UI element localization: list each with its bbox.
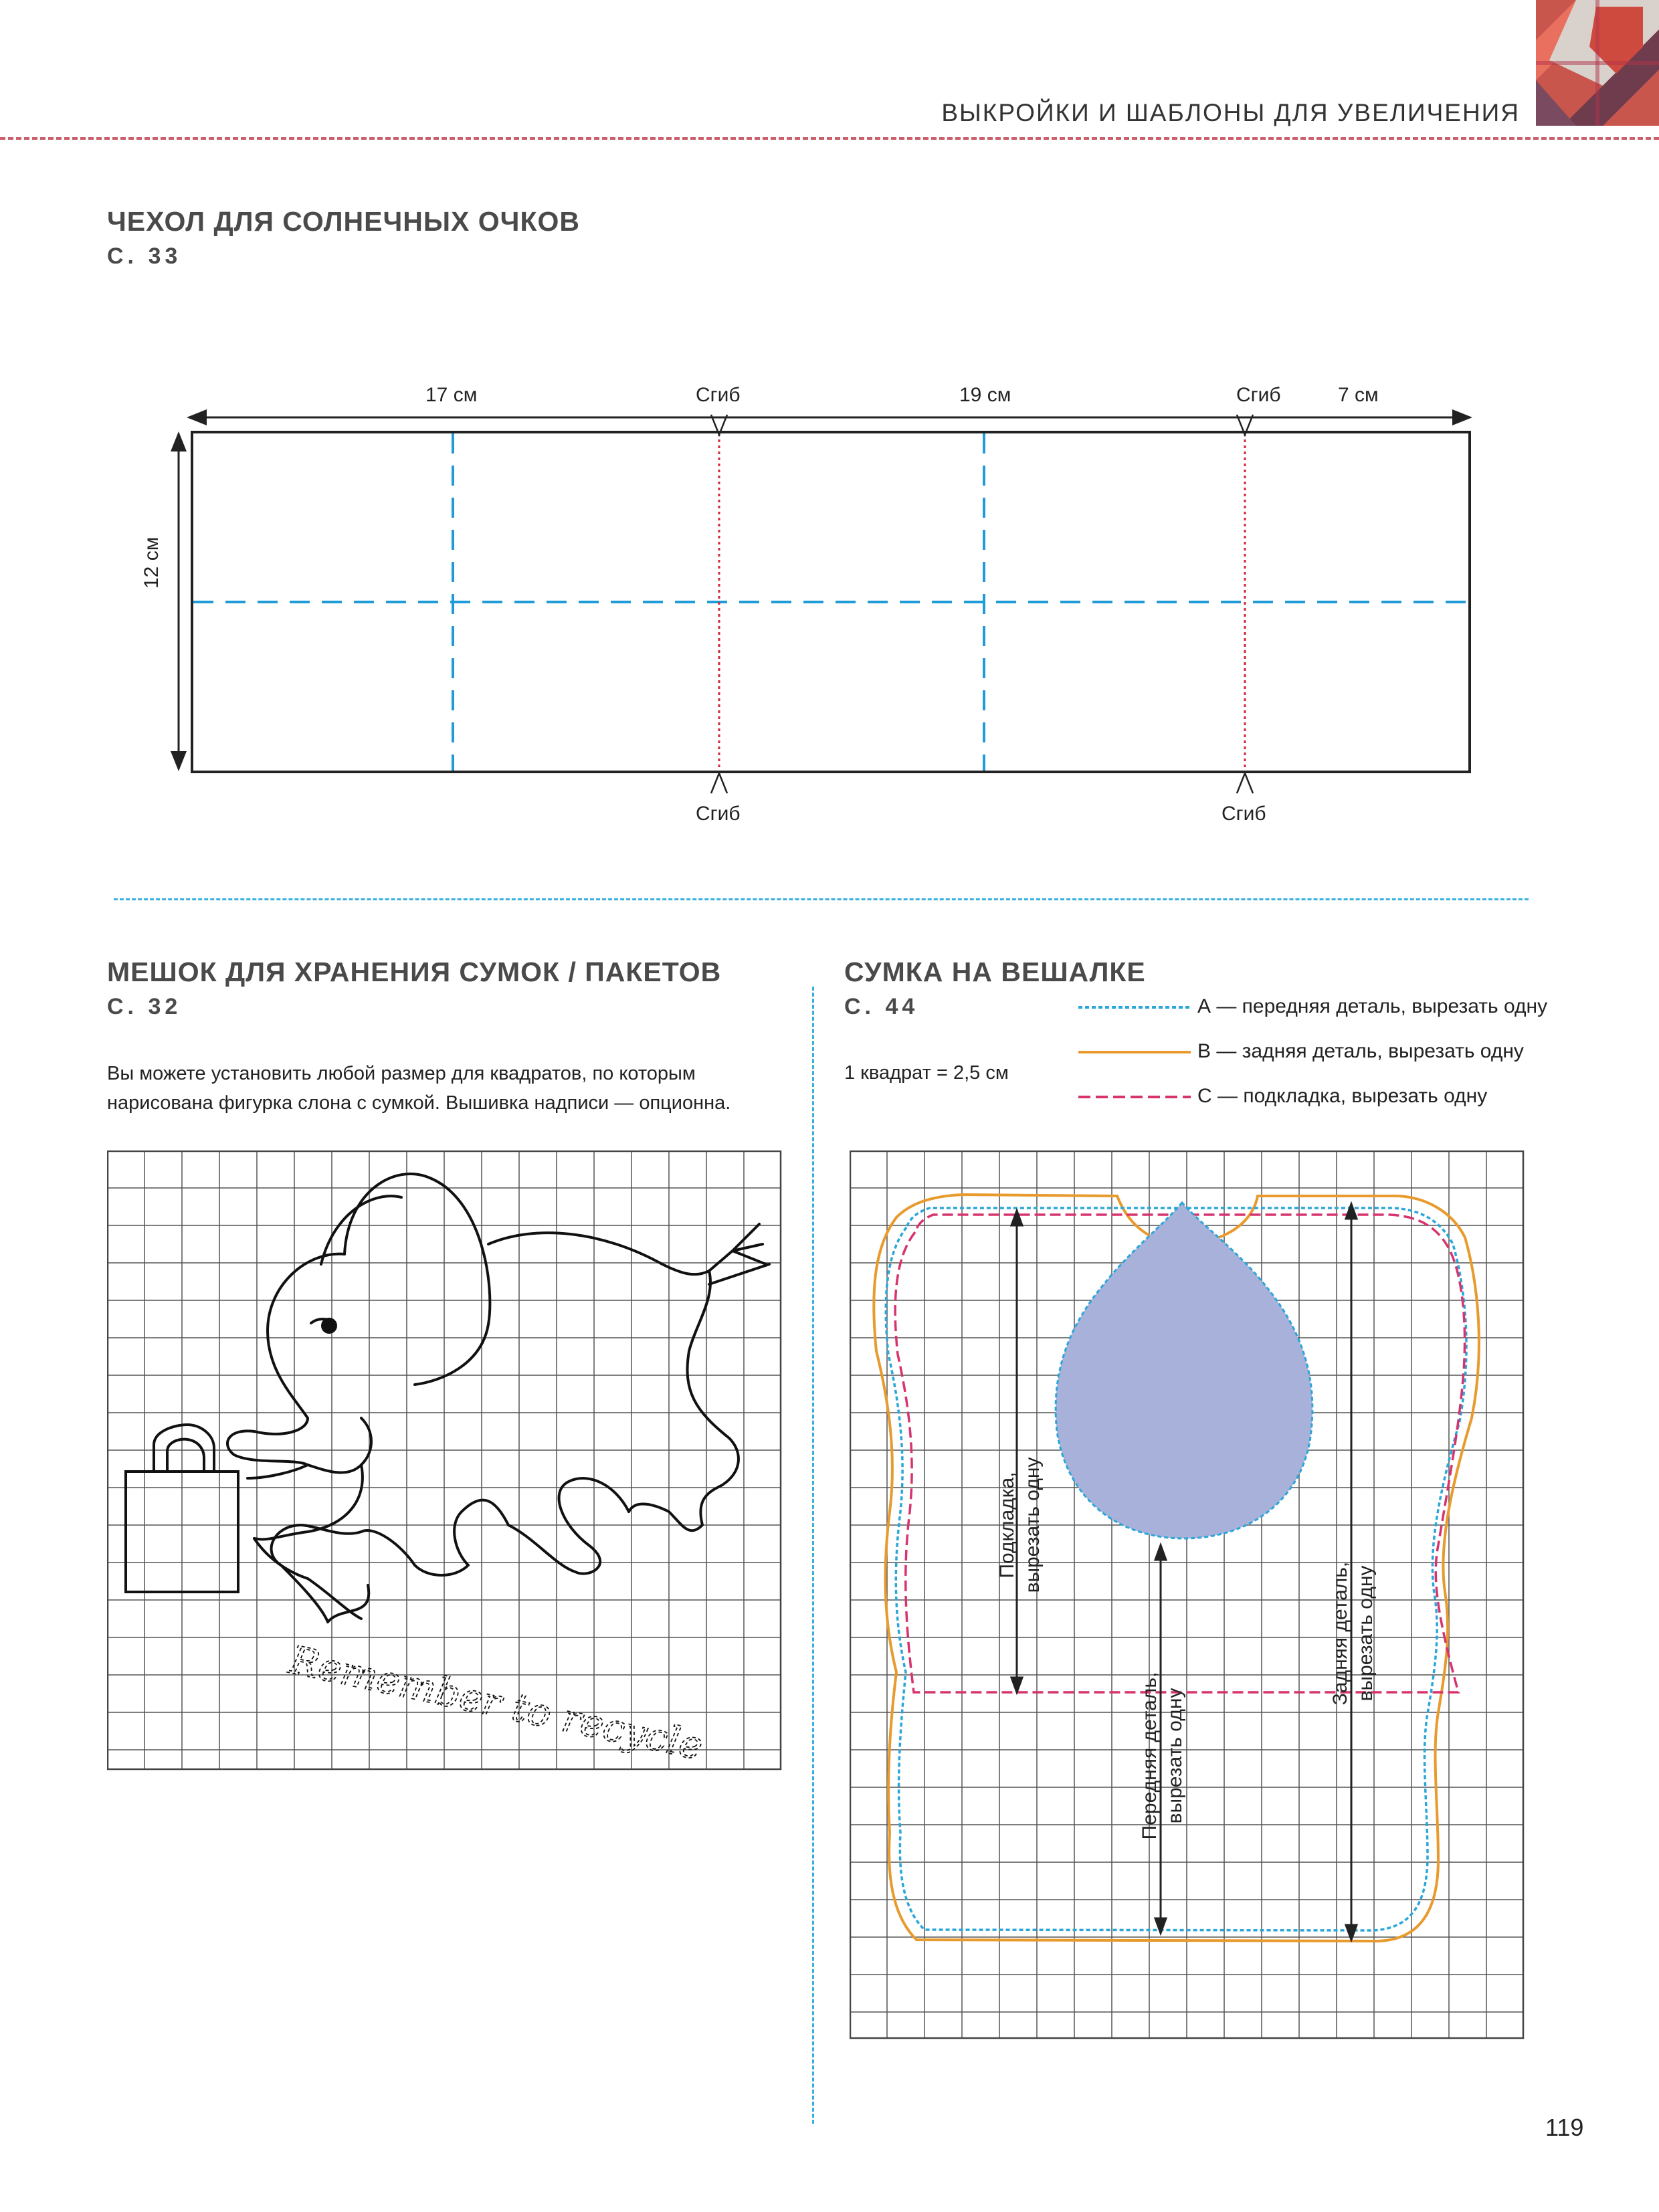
- legend-front-piece: А — передняя деталь, вырезать одну: [1197, 995, 1548, 1017]
- glasses-section-title: ЧЕХОЛ ДЛЯ СОЛНЕЧНЫХ ОЧКОВ: [107, 206, 581, 237]
- dim-label-19: 19 см: [959, 384, 1011, 406]
- page-number: 119: [1545, 2114, 1584, 2141]
- section-divider-vertical: [812, 987, 814, 2124]
- legend-back-piece: В — задняя деталь, вырезать одну: [1197, 1040, 1524, 1062]
- bag-storage-title: МЕШОК ДЛЯ ХРАНЕНИЯ СУМОК / ПАКЕТОВ: [107, 957, 722, 987]
- dim-label-12: 12 см: [140, 536, 163, 589]
- dim-label-7: 7 см: [1338, 384, 1379, 406]
- elephant-grid-pattern: [107, 1150, 783, 1771]
- hanger-bag-grid-pattern: [850, 1150, 1525, 2040]
- fold-label-top-1: Сгиб: [696, 384, 741, 406]
- elephant-drawing: [227, 1174, 769, 1622]
- fold-label-top-2: Сгиб: [1236, 384, 1281, 406]
- bag-storage-description: Вы можете установить любой размер для квадратов, по которым нарисована фигурка слона с сумкой. Вышивка надписи — опционна.: [107, 1063, 731, 1114]
- front-piece-arrow-label: Передняя деталь, вырезать одну: [1139, 1672, 1186, 1840]
- legend-swatches: [1077, 995, 1197, 1102]
- section-divider-horizontal: [114, 898, 1529, 900]
- back-piece-arrow-label: Задняя деталь, вырезать одну: [1329, 1561, 1377, 1706]
- hanger-bag-title: СУМКА НА ВЕШАЛКЕ: [844, 957, 1146, 987]
- lining-arrow-label: Подкладка, вырезать одну: [996, 1457, 1044, 1593]
- legend-lining-piece: С — подкладка, вырезать одну: [1197, 1085, 1488, 1107]
- glasses-section-page: С. 33: [107, 243, 182, 269]
- hanger-bag-page: С. 44: [844, 994, 919, 1019]
- grid-scale-note: 1 квадрат = 2,5 см: [844, 1062, 1009, 1084]
- embroidery-text: Remember to recycle: [286, 1637, 707, 1769]
- dim-label-17: 17 см: [425, 384, 478, 406]
- running-head: ВЫКРОЙКИ И ШАБЛОНЫ ДЛЯ УВЕЛИЧЕНИЯ: [941, 99, 1520, 126]
- fold-label-bottom-1: Сгиб: [696, 803, 741, 825]
- bag-storage-page: С. 32: [107, 994, 182, 1019]
- fold-label-bottom-2: Сгиб: [1222, 803, 1266, 825]
